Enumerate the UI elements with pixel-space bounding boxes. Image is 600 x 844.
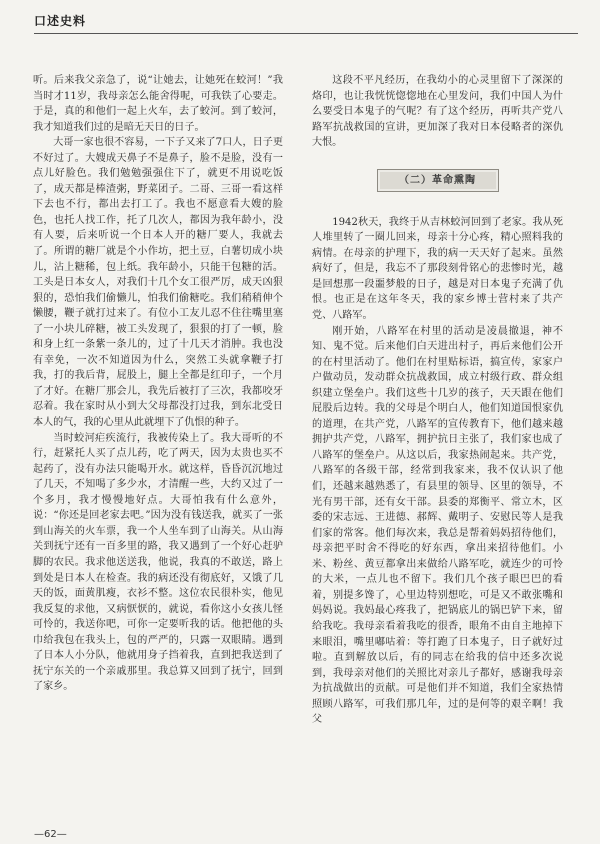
header-title: 口述史料	[34, 14, 87, 28]
paragraph: 听。后来我父亲急了，说“让她去，让她死在蛟河！”我当时才11岁，我母亲怎么能舍得呢，可我铁了心要走。于是，真的和他们一起上火车，去了蛟河。到了蛟河，我才知道我们过的是暗无天日的日子。	[33, 75, 283, 133]
section-title: （二）革命熏陶	[377, 169, 499, 192]
paragraph: 刚开始，八路军在村里的活动是凌晨撤退，神不知、鬼不觉。后来他们白天进出村子，再后来他们公开的在村里活动了。他们在村里贴标语，搞宣传，家家户户做动员，发动群众抗战救国，成立村级行政、群众组织建立堡垒户。我们这些十几岁的孩子，天天跟在他们屁股后边转。我的父母是个明白人，他们知道国恨家仇的道理，在共产党，八路军的宣传教育下，他们越来越拥护共产党，八路军，拥护抗日主张了，我们家也成了八路军的堡垒户。从这以后，我家热闹起来。共产党，八路军的各级干部，经常到我家来，我不仅认识了他们，还越来越熟悉了，有县里的领导、区里的领导，不光有男干部，还有女干部。县委的郑衡平、常立木，区委的宋志远、王进德、郝辉、戴明子、安慰民等人是我们家的常客。他们每次来，我总是帮着妈妈招待他们，母亲把平时舍不得吃的好东西，拿出来招待他们。小米、粉丝、黄豆都拿出来做给八路军吃，就连少的可怜的大米，一点儿也不留下。我们几个孩子眼巴巴的看着，别提多馋了，心里边特别想吃，可是又不敢张嘴和妈妈说。我妈最心疼我了，把锅底儿的锅巴铲下来，留给我吃。我母亲看着我吃的很香，眼角不由自主地掉下来眼泪，嘴里嘟咕着：等打跑了日本鬼子，日子就好过啦。直到解放以后，有的同志在给我的信中还多次说到，我母亲对他们的关照比对亲儿子都好，感谢我母亲为抗战做出的贡献。可是他们并不知道，我们全家热情照顾八路军，可我们那几年，过的是何等的艰辛啊！我父	[312, 325, 563, 726]
right-column	[312, 73, 563, 728]
header-divider	[34, 33, 578, 34]
paragraph: 当时蛟河疟疾流行，我被传染上了。我大哥听的不行，赶紧托人买了点儿药，吃了两天，因为太贵也买不起药了，没有办法只能喝开水。就这样，昏昏沉沉地过了几天，不知喝了多少水，才清醒一些，大约又过了一个多月，我才慢慢地好点。大哥怕我有什么意外，说：“你还是回老家去吧。”因为没有钱送我，就买了一张到山海关的火车票，我一个人坐车到了山海关。从山海关到抚宁还有一百多里的路，我又遇到了一个好心赶驴脚的农民。我求他送送我，他说，我真的不敢送，路上到处是日本人在检查。我的病还没有彻底好，又饿了几天的饭，面黄肌瘦，衣衫不整。这位农民很朴实，他见我反复的求他，又病恹恹的，就说，看你这小女孩儿怪可怜的，我送你吧，可你一定要听我的话。他把他的头巾给我包在我头上，包的严严的，只露一双眼睛。遇到了日本人小分队，他就用身子挡着我，直到把我送到了抚宁东关的一个亲戚那里。我总算又回到了抚宁，回到了家乡。	[33, 432, 283, 693]
paragraph: 这段不平凡经历，在我幼小的心灵里留下了深深的烙印，也让我恍恍惚惚地在心里发问，我们中国人为什么要受日本鬼子的气呢？有了这个经历，再听共产党八路军抗战救国的宣讲，更加深了我对日本侵略者的深仇大恨。	[312, 75, 563, 149]
paragraph: 1942秋天，我终于从吉林蛟河回到了老家。我从死人堆里转了一圈儿回来，母亲十分心疼，精心照料我的病情。在母亲的护理下，我的病一天天好了起来。虽然病好了，但是，我忘不了那段刻骨铭心的悲惨时光，越是回想那一段噩梦般的日子，越是对日本鬼子充满了仇恨。也正是在这年冬天，我的家乡博士营村来了共产党、八路军。	[312, 216, 563, 322]
left-column	[33, 73, 283, 695]
page-number: —62—	[34, 829, 67, 840]
paragraph: 大哥一家也很不容易，一下子又来了7口人，日子更不好过了。大嫂成天鼻子不是鼻子，脸不是脸，没有一点儿好脸色。我们勉勉强强住下了，就更不用说吃饭了，成天都是棒渣粥，野菜团子。二哥、三哥一看这样下去也不行，都出去打工了。我也不愿意看大嫂的脸色，也托人找工作，托了几次人，都因为我年龄小，没有人要，后来听说一个日本人开的糖厂要人，我就去了。所谓的糖厂就是个小作坊，把土豆，白薯切成小块儿，沾上糖稀，包上纸。我年龄小，只能干包糖的活。工头是日本女人，对我们十几个女工很严厉，成天凶狠狠的，恐怕我们偷懒儿，怕我们偷糖吃。我们稍稍伸个懒腰，鞭子就打过来了。有位小工友儿忍不住往嘴里塞了一小块儿碎糖，被工头发现了，狠狠的打了一顿，脸和身上红一条紫一条儿的，过了十几天才消肿。我也没有幸免，一次不知道因为什么，突然工头就拿鞭子打我，打的我后背，屁股上，腿上全都是红印子，一个月了才好。在糖厂那会儿，我先后被打了三次，我都咬牙忍着。我在家时从小到大父母都没打过我，到东北受日本人的气，我的心里从此就埋下了仇恨的种子。	[33, 137, 283, 429]
